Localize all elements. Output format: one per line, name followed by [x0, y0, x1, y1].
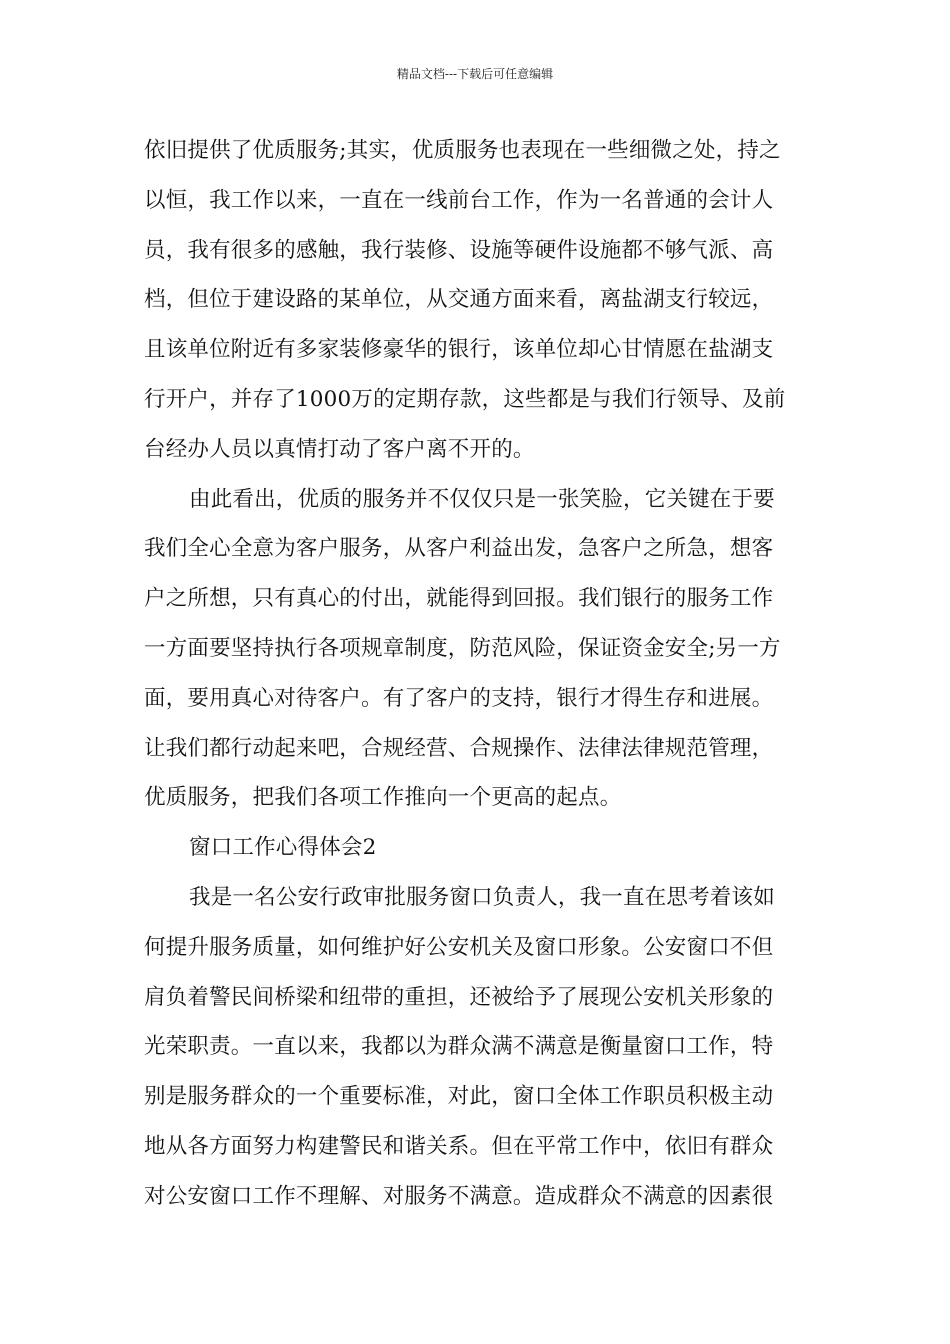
text-line: 我们全心全意为客户服务，从客户利益出发，急客户之所急，想客	[144, 536, 774, 562]
text-line: 依旧提供了优质服务;其实，优质服务也表现在一些细微之处，持之	[144, 138, 781, 163]
text-line: 对公安窗口工作不理解、对服务不满意。造成群众不满意的因素很	[144, 1183, 774, 1209]
paragraph	[144, 126, 808, 475]
heading-text: 窗口工作心得体会2	[189, 835, 377, 861]
text-line: 我是一名公安行政审批服务窗口负责人，我一直在思考着该如	[189, 884, 775, 910]
text-line: 何提升服务质量，如何维护好公安机关及窗口形象。公安窗口不但	[144, 934, 774, 960]
paragraph	[144, 873, 808, 1222]
text-line: 让我们都行动起来吧，合规经营、合规操作、法律法律规范管理，	[144, 735, 774, 761]
text-line: 优质服务，把我们各项工作推向一个更高的起点。	[144, 785, 622, 811]
text-line: 一方面要坚持执行各项规章制度，防范风险，保证资金安全;另一方	[144, 635, 781, 661]
text-line: 由此看出，优质的服务并不仅仅只是一张笑脸，它关键在于要	[189, 486, 775, 512]
text-line: 户之所想，只有真心的付出，就能得到回报。我们银行的服务工作	[144, 586, 774, 612]
text-line: 别是服务群众的一个重要标准，对此，窗口全体工作职员积极主动	[144, 1084, 774, 1110]
text-line: 员，我有很多的感触，我行装修、设施等硬件设施都不够气派、高	[144, 237, 774, 263]
page-header: 精品文档---下载后可任意编辑	[396, 67, 554, 81]
text-line: 档，但位于建设路的某单位，从交通方面来看，离盐湖支行较远，	[144, 287, 774, 313]
paragraph	[144, 475, 808, 824]
section-heading	[144, 823, 808, 873]
text-line: 地从各方面努力构建警民和谐关系。但在平常工作中，依旧有群众	[144, 1133, 774, 1159]
text-line: 光荣职责。一直以来，我都以为群众满不满意是衡量窗口工作，特	[144, 1034, 774, 1060]
text-line: 面，要用真心对待客户。有了客户的支持，银行才得生存和进展。	[144, 685, 774, 711]
text-line: 以恒，我工作以来，一直在一线前台工作，作为一名普通的会计人	[144, 187, 774, 213]
text-line: 肩负着警民间桥梁和纽带的重担，还被给予了展现公安机关形象的	[144, 984, 774, 1010]
document-body	[144, 126, 808, 1222]
text-line: 且该单位附近有多家装修豪华的银行，该单位却心甘情愿在盐湖支	[144, 337, 774, 363]
text-line: 台经办人员以真情打动了客户离不开的。	[144, 436, 535, 462]
text-line: 行开户，并存了1000万的定期存款，这些都是与我们行领导、及前	[144, 386, 786, 412]
